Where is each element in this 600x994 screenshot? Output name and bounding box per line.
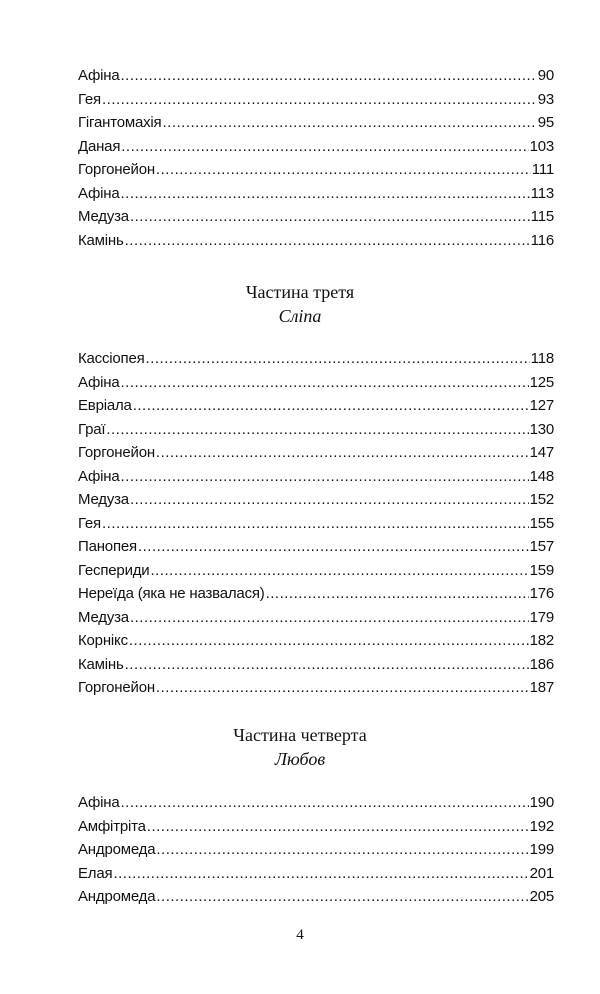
toc-dot-leader <box>125 656 529 673</box>
toc-entry-title: Геспериди <box>78 561 150 579</box>
toc-entry <box>78 232 554 256</box>
toc-dot-leader <box>133 397 529 414</box>
toc-entry-page: 179 <box>529 608 554 626</box>
toc-entry-title: Гея <box>78 90 101 108</box>
toc-entry-page: 155 <box>529 514 554 532</box>
toc-entry-title: Горгонейон <box>78 444 155 461</box>
toc-entry-page: 187 <box>529 679 554 696</box>
toc-entry-title: Нереїда (яка не назвалася) <box>78 585 265 602</box>
toc-entry <box>78 491 554 515</box>
toc-entry-title: Панопея <box>78 538 137 555</box>
toc-entry-page: 118 <box>530 350 554 367</box>
toc-dot-leader <box>156 444 529 461</box>
toc-entry-title: Афіна <box>78 184 120 202</box>
toc-entry <box>78 656 554 680</box>
toc-entry <box>78 632 554 656</box>
toc-entry-page: 115 <box>530 208 554 225</box>
toc-dot-leader <box>150 562 528 579</box>
toc-entry-page: 199 <box>529 841 554 858</box>
toc-entry-page: 130 <box>529 420 554 438</box>
toc-dot-leader <box>120 67 536 84</box>
toc-entry <box>78 138 554 162</box>
toc-entry-title: Камінь <box>78 655 124 673</box>
toc-entry-page: 182 <box>529 632 554 649</box>
toc-entry-page: 148 <box>529 467 554 485</box>
part-label: Частина третя <box>245 282 355 302</box>
toc-dot-leader <box>102 515 529 532</box>
toc-entry-page: 125 <box>529 373 554 391</box>
toc-entry-page: 190 <box>529 794 554 811</box>
toc-entry-title: Медуза <box>78 491 129 508</box>
toc-entry-title: Горгонейон <box>78 161 155 178</box>
toc-entry <box>78 888 554 912</box>
toc-entry-page: 111 <box>531 161 554 178</box>
toc-entry-page: 113 <box>530 184 554 202</box>
page-number: 4 <box>296 927 304 943</box>
toc-dot-leader <box>106 421 528 438</box>
toc-dot-leader <box>102 91 537 108</box>
toc-entry-title: Афіна <box>78 467 120 485</box>
toc-entry <box>78 865 554 889</box>
toc-entry-page: 116 <box>530 231 554 249</box>
toc-entry-page: 90 <box>537 67 554 84</box>
toc-dot-leader <box>147 818 529 835</box>
toc-entry-page: 159 <box>529 561 554 579</box>
toc-dot-leader <box>162 114 536 131</box>
toc-entry-page: 186 <box>529 655 554 673</box>
toc-entry <box>78 679 554 703</box>
part-heading <box>0 280 600 328</box>
toc-entry-title: Гігантомахія <box>78 114 162 131</box>
toc-entry-page: 201 <box>529 864 554 882</box>
toc-entry-title: Амфітріта <box>78 817 146 835</box>
toc-entry-page: 93 <box>537 90 554 108</box>
toc-entry-page: 157 <box>529 538 554 555</box>
toc-dot-leader <box>129 632 529 649</box>
toc-dot-leader <box>120 468 528 485</box>
toc-entry-page: 95 <box>537 114 554 131</box>
toc-entry-page: 176 <box>529 585 554 602</box>
toc-dot-leader <box>156 888 528 905</box>
toc-entry-title: Афіна <box>78 794 120 811</box>
toc-dot-leader <box>113 865 528 882</box>
toc-section-part-3 <box>78 350 554 703</box>
toc-section-part-4 <box>78 794 554 912</box>
toc-dot-leader <box>146 350 530 367</box>
toc-entry-title: Камінь <box>78 231 124 249</box>
toc-entry-title: Медуза <box>78 208 129 225</box>
toc-entry <box>78 397 554 421</box>
toc-entry-page: 192 <box>529 817 554 835</box>
toc-dot-leader <box>121 138 528 155</box>
toc-entry <box>78 421 554 445</box>
toc-entry <box>78 794 554 818</box>
toc-dot-leader <box>120 185 529 202</box>
toc-entry <box>78 841 554 865</box>
toc-dot-leader <box>130 609 529 626</box>
toc-entry-title: Медуза <box>78 608 129 626</box>
toc-entry-page: 205 <box>529 888 554 905</box>
toc-dot-leader <box>156 161 531 178</box>
toc-entry <box>78 185 554 209</box>
toc-entry-page: 152 <box>529 491 554 508</box>
toc-dot-leader <box>130 208 530 225</box>
toc-entry-page: 127 <box>529 397 554 414</box>
toc-entry <box>78 468 554 492</box>
toc-entry <box>78 161 554 185</box>
toc-entry <box>78 91 554 115</box>
toc-entry-title: Даная <box>78 137 121 155</box>
toc-dot-leader <box>130 491 529 508</box>
toc-entry-title: Горгонейон <box>78 679 155 696</box>
toc-dot-leader <box>138 538 529 555</box>
toc-entry-title: Граї <box>78 420 106 438</box>
toc-entry <box>78 208 554 232</box>
toc-entry <box>78 585 554 609</box>
toc-entry <box>78 114 554 138</box>
toc-dot-leader <box>156 841 528 858</box>
toc-entry-title: Гея <box>78 514 101 532</box>
part-label: Частина четверта <box>233 725 367 745</box>
part-subtitle: Сліпа <box>278 306 322 326</box>
toc-dot-leader <box>266 585 529 602</box>
part-heading <box>0 723 600 771</box>
toc-dot-leader <box>125 232 530 249</box>
toc-entry-page: 103 <box>529 137 554 155</box>
toc-entry-title: Кассіопея <box>78 350 145 367</box>
toc-entry-title: Афіна <box>78 67 120 84</box>
toc-entry-title: Афіна <box>78 373 120 391</box>
toc-entry <box>78 538 554 562</box>
toc-entry <box>78 350 554 374</box>
toc-entry-title: Андромеда <box>78 888 156 905</box>
toc-entry-title: Корнікс <box>78 632 128 649</box>
toc-entry <box>78 374 554 398</box>
toc-entry <box>78 67 554 91</box>
toc-dot-leader <box>156 679 529 696</box>
toc-section-previous-part <box>78 67 554 255</box>
toc-entry-title: Елая <box>78 864 113 882</box>
toc-entry-title: Андромеда <box>78 841 156 858</box>
toc-dot-leader <box>120 374 528 391</box>
toc-entry-title: Евріала <box>78 397 132 414</box>
toc-entry <box>78 444 554 468</box>
part-subtitle: Любов <box>274 749 326 769</box>
toc-entry <box>78 562 554 586</box>
toc-entry <box>78 818 554 842</box>
toc-entry <box>78 515 554 539</box>
toc-dot-leader <box>120 794 528 811</box>
toc-entry <box>78 609 554 633</box>
toc-entry-page: 147 <box>529 444 554 461</box>
